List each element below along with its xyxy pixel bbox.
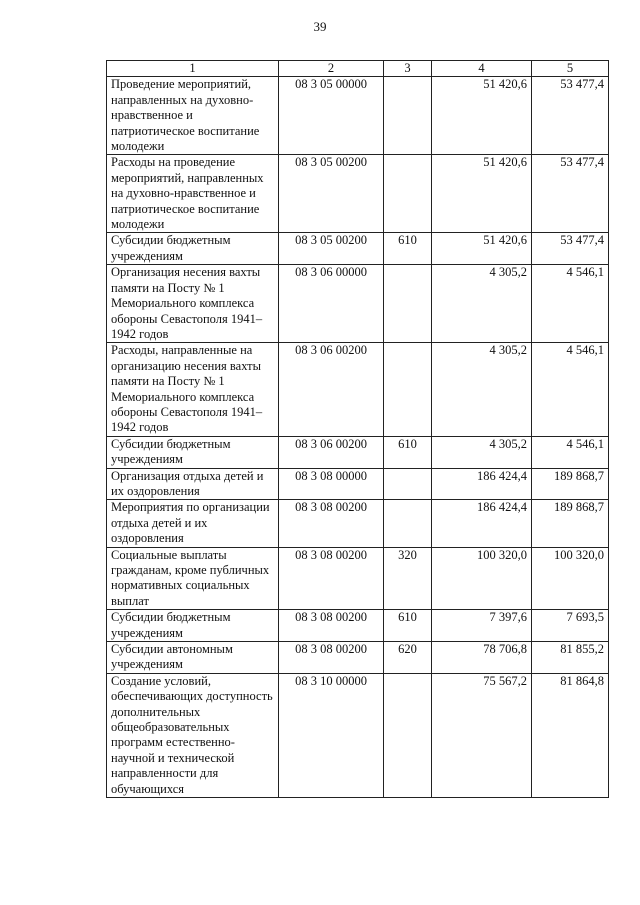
row-expense-type (384, 343, 432, 436)
row-code: 08 3 08 00200 (279, 610, 384, 642)
row-value-1: 4 305,2 (432, 343, 532, 436)
budget-table (106, 60, 609, 798)
row-value-2: 81 864,8 (532, 673, 609, 797)
table-row (107, 610, 609, 642)
row-value-1: 186 424,4 (432, 500, 532, 547)
row-code: 08 3 10 00000 (279, 673, 384, 797)
row-name: Расходы, направленные на организацию несения вахты памяти на Посту № 1 Мемориального комплекса обороны Севастополя 1941–1942 годов (107, 343, 279, 436)
table-row (107, 436, 609, 468)
row-value-1: 51 420,6 (432, 155, 532, 233)
row-code: 08 3 08 00200 (279, 642, 384, 674)
row-expense-type (384, 500, 432, 547)
row-value-1: 7 397,6 (432, 610, 532, 642)
row-name: Субсидии бюджетным учреждениям (107, 436, 279, 468)
row-code: 08 3 06 00200 (279, 343, 384, 436)
table-row (107, 547, 609, 610)
row-expense-type: 610 (384, 436, 432, 468)
row-name: Субсидии бюджетным учреждениям (107, 610, 279, 642)
row-expense-type (384, 468, 432, 500)
row-value-1: 78 706,8 (432, 642, 532, 674)
row-expense-type: 620 (384, 642, 432, 674)
row-value-2: 53 477,4 (532, 155, 609, 233)
table-row (107, 77, 609, 155)
row-value-2: 189 868,7 (532, 500, 609, 547)
row-code: 08 3 06 00200 (279, 436, 384, 468)
row-code: 08 3 05 00000 (279, 77, 384, 155)
row-name: Социальные выплаты гражданам, кроме публичных нормативных социальных выплат (107, 547, 279, 610)
header-row (107, 61, 609, 77)
header-col-3: 3 (384, 61, 432, 77)
row-value-1: 51 420,6 (432, 77, 532, 155)
table-row (107, 233, 609, 265)
row-name: Субсидии бюджетным учреждениям (107, 233, 279, 265)
header-col-4: 4 (432, 61, 532, 77)
header-col-5: 5 (532, 61, 609, 77)
row-value-2: 4 546,1 (532, 265, 609, 343)
row-value-2: 4 546,1 (532, 436, 609, 468)
row-expense-type: 610 (384, 610, 432, 642)
table-row (107, 155, 609, 233)
table-row (107, 673, 609, 797)
row-expense-type: 610 (384, 233, 432, 265)
row-value-2: 53 477,4 (532, 233, 609, 265)
row-value-1: 186 424,4 (432, 468, 532, 500)
row-code: 08 3 05 00200 (279, 233, 384, 265)
row-name: Организация отдыха детей и их оздоровления (107, 468, 279, 500)
row-value-2: 53 477,4 (532, 77, 609, 155)
row-expense-type (384, 155, 432, 233)
table-row (107, 343, 609, 436)
row-value-1: 51 420,6 (432, 233, 532, 265)
row-value-1: 100 320,0 (432, 547, 532, 610)
row-value-2: 4 546,1 (532, 343, 609, 436)
header-col-1: 1 (107, 61, 279, 77)
row-expense-type (384, 265, 432, 343)
table-row (107, 500, 609, 547)
table-row (107, 265, 609, 343)
table-row (107, 642, 609, 674)
row-code: 08 3 08 00200 (279, 500, 384, 547)
row-code: 08 3 08 00200 (279, 547, 384, 610)
row-expense-type: 320 (384, 547, 432, 610)
row-value-1: 75 567,2 (432, 673, 532, 797)
row-code: 08 3 05 00200 (279, 155, 384, 233)
table-row (107, 468, 609, 500)
row-value-2: 100 320,0 (532, 547, 609, 610)
row-value-2: 81 855,2 (532, 642, 609, 674)
row-expense-type (384, 673, 432, 797)
row-name: Организация несения вахты памяти на Посту № 1 Мемориального комплекса обороны Севастополя 1941–1942 годов (107, 265, 279, 343)
row-name: Создание условий, обеспечивающих доступность дополнительных общеобразовательных программ естественно-научной и технической направленности для обучающихся (107, 673, 279, 797)
row-name: Мероприятия по организации отдыха детей и их оздоровления (107, 500, 279, 547)
row-name: Субсидии автономным учреждениям (107, 642, 279, 674)
row-name: Проведение мероприятий, направленных на духовно-нравственное и патриотическое воспитание молодежи (107, 77, 279, 155)
row-code: 08 3 08 00000 (279, 468, 384, 500)
row-expense-type (384, 77, 432, 155)
row-code: 08 3 06 00000 (279, 265, 384, 343)
page-number: 39 (313, 19, 327, 34)
row-value-2: 7 693,5 (532, 610, 609, 642)
row-value-2: 189 868,7 (532, 468, 609, 500)
row-value-1: 4 305,2 (432, 436, 532, 468)
header-col-2: 2 (279, 61, 384, 77)
row-value-1: 4 305,2 (432, 265, 532, 343)
row-name: Расходы на проведение мероприятий, направленных на духовно-нравственное и патриотическое воспитание молодежи (107, 155, 279, 233)
